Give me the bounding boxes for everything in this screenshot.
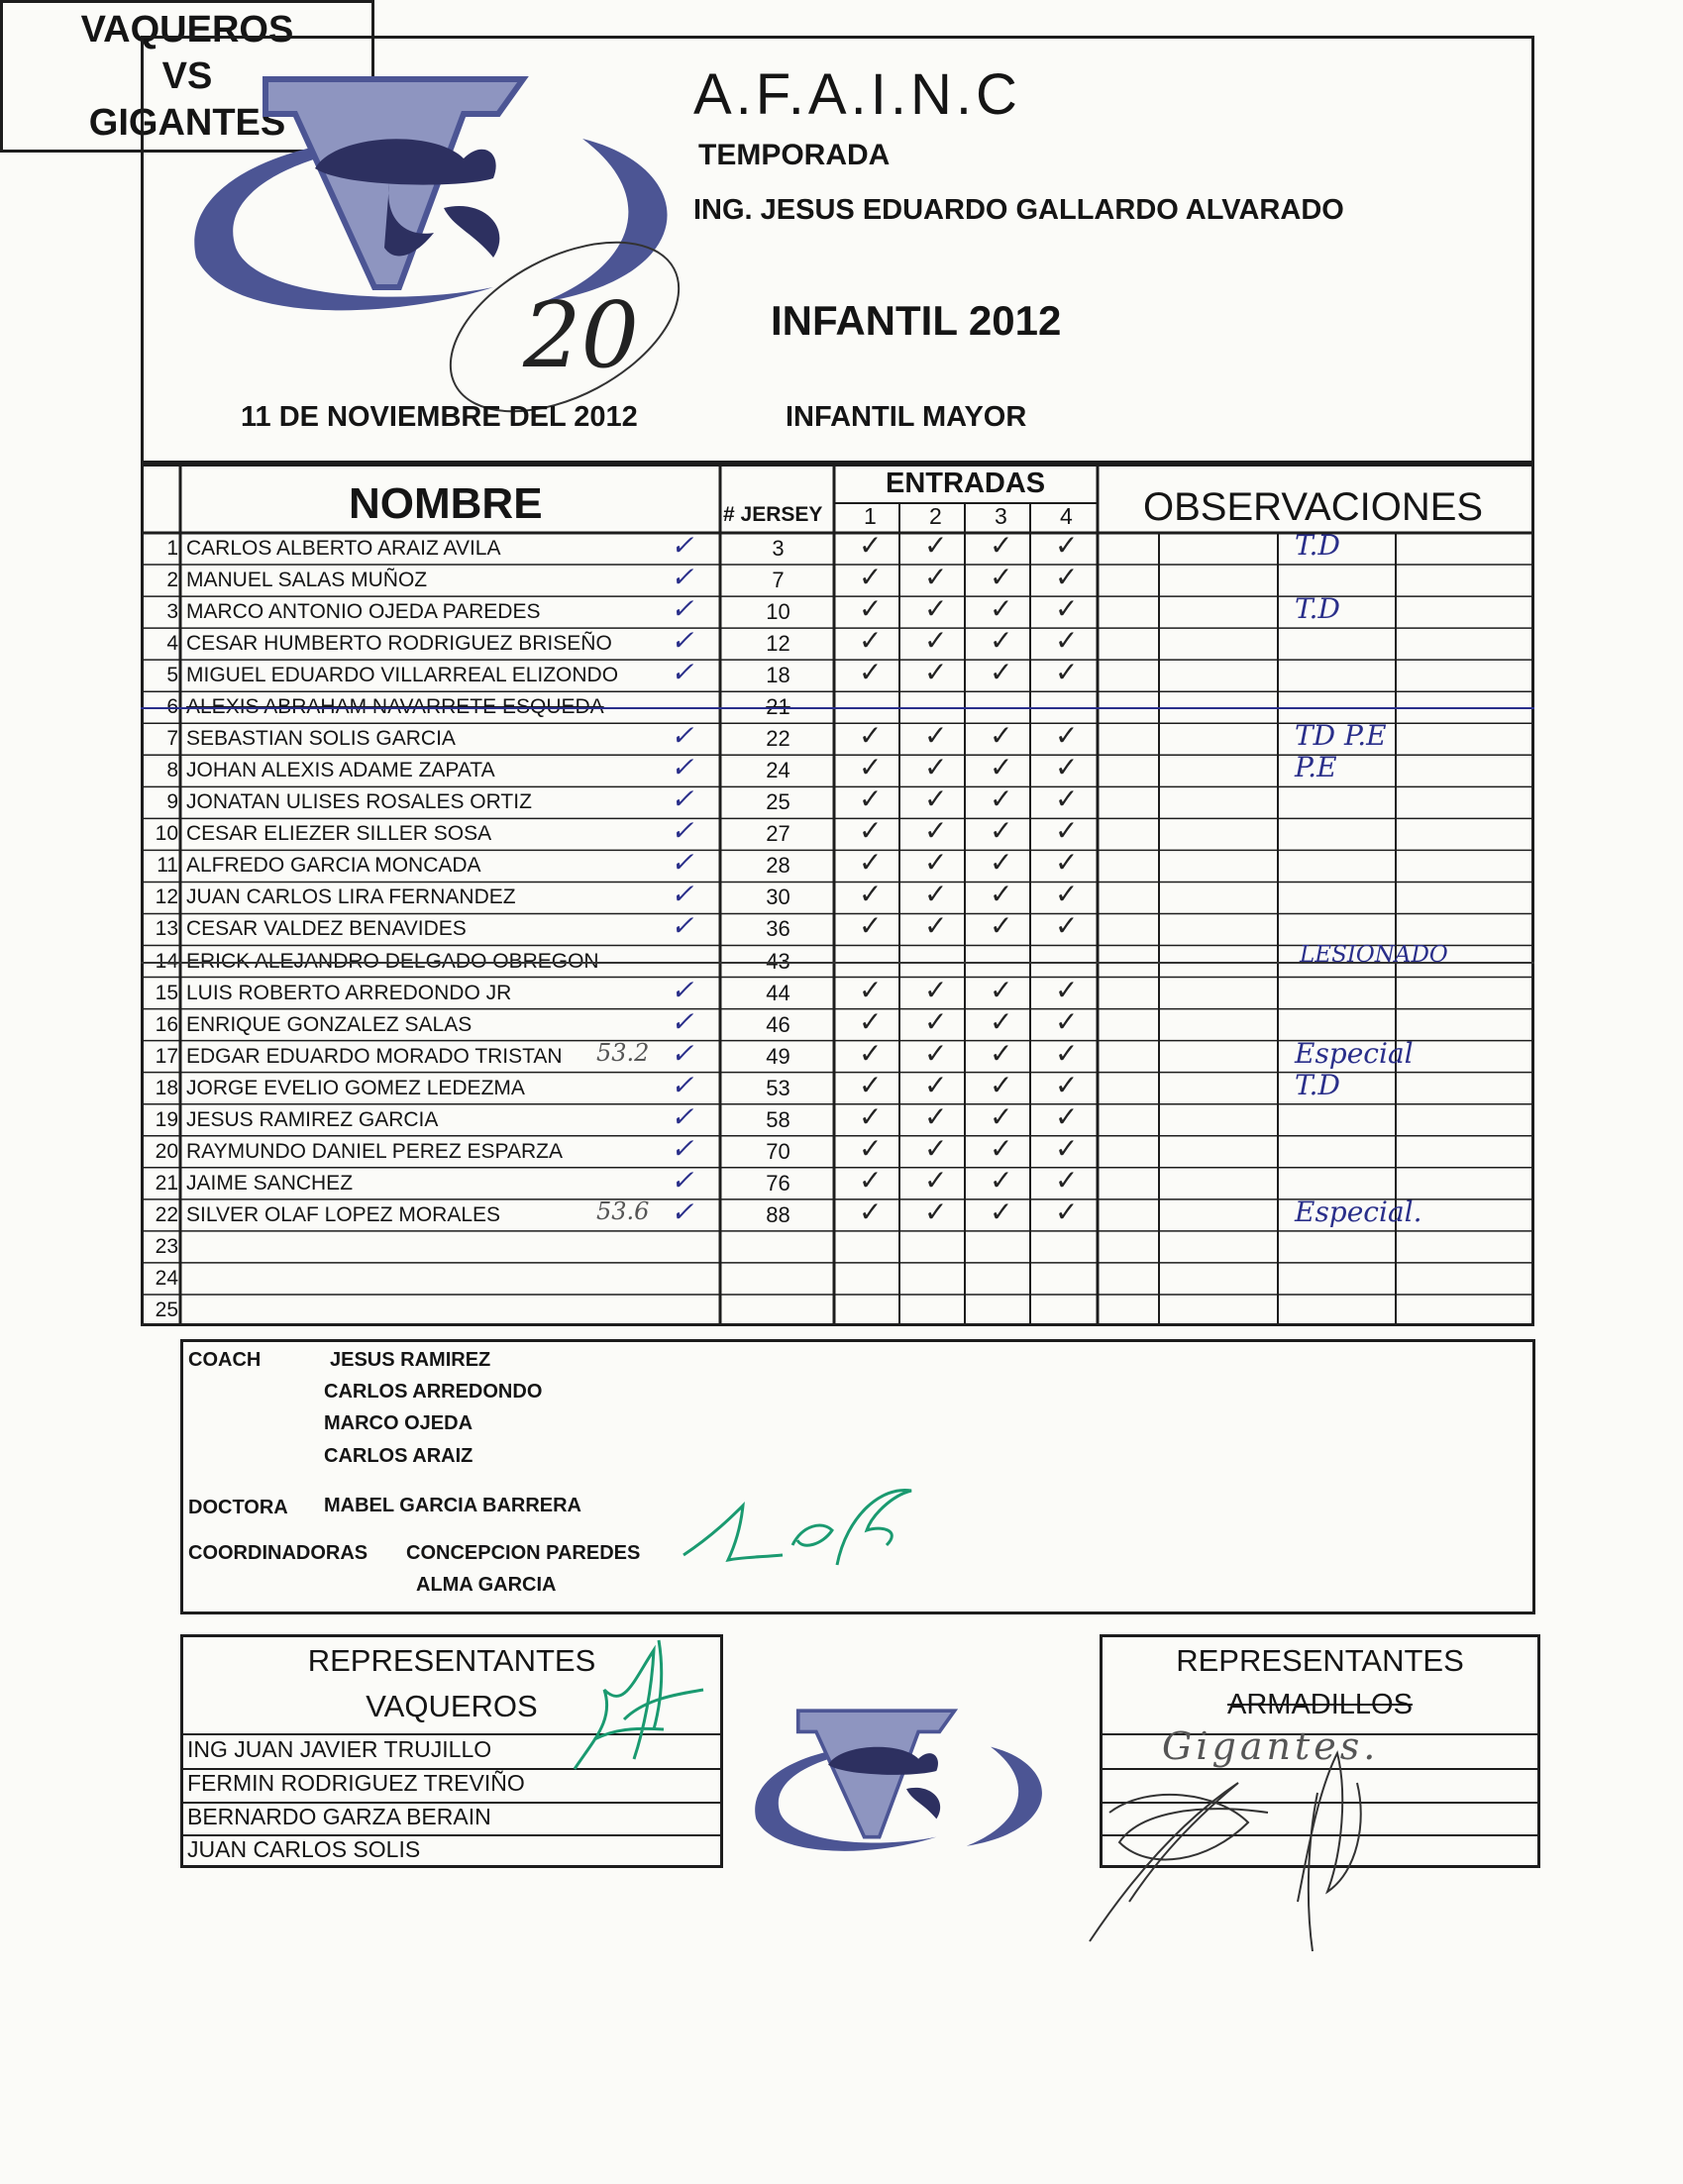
row-number: 18 (155, 1076, 178, 1099)
player-name: JORGE EVELIO GOMEZ LEDEZMA (186, 1076, 525, 1099)
observation-note: LESIONADO (1300, 941, 1448, 968)
row-number: 6 (166, 695, 178, 719)
row-number: 15 (155, 981, 178, 1004)
observation-note: T.D (1295, 529, 1340, 562)
vaqueros-rep-signature (535, 1620, 713, 1799)
attendance-check-icon: ✓ (671, 656, 694, 689)
inning-1-header: 1 (864, 503, 877, 529)
rep-member: BERNARDO GARZA BERAIN (187, 1804, 491, 1829)
roster-table (141, 464, 1534, 1326)
inning-check-icon: ✓ (859, 878, 883, 911)
inning-4-header: 4 (1060, 503, 1073, 529)
inning-check-icon: ✓ (1055, 1195, 1079, 1228)
row-number: 19 (155, 1107, 178, 1131)
inning-check-icon: ✓ (859, 814, 883, 848)
game-date: 11 DE NOVIEMBRE DEL 2012 (241, 401, 638, 433)
jersey-number: 49 (766, 1043, 790, 1069)
inning-check-icon: ✓ (859, 1195, 883, 1228)
jersey-number: 18 (766, 663, 790, 688)
league-logo-small (738, 1694, 1075, 1872)
inning-check-icon: ✓ (859, 1099, 883, 1133)
inning-check-icon: ✓ (990, 846, 1013, 880)
player-name: JUAN CARLOS LIRA FERNANDEZ (186, 885, 516, 909)
rep-member: FERMIN RODRIGUEZ TREVIÑO (187, 1770, 525, 1796)
inning-check-icon: ✓ (990, 624, 1013, 658)
row-number: 23 (155, 1234, 178, 1258)
attendance-check-icon: ✓ (671, 973, 694, 1006)
jersey-number: 70 (766, 1138, 790, 1164)
observation-note: Especial. (1295, 1195, 1422, 1228)
inning-check-icon: ✓ (1055, 846, 1079, 880)
row-number: 14 (155, 949, 178, 973)
inning-check-icon: ✓ (859, 1036, 883, 1070)
jersey-number: 12 (766, 631, 790, 657)
attendance-check-icon: ✓ (671, 1163, 694, 1196)
attendance-check-icon: ✓ (671, 1099, 694, 1133)
attendance-check-icon: ✓ (671, 624, 694, 658)
inning-check-icon: ✓ (990, 592, 1013, 626)
inning-check-icon: ✓ (990, 1099, 1013, 1133)
jersey-number: 27 (766, 821, 790, 847)
inning-3-header: 3 (995, 503, 1007, 529)
inning-check-icon: ✓ (859, 1131, 883, 1165)
row-number: 24 (155, 1266, 178, 1290)
row-number: 3 (166, 600, 178, 624)
observation-note: Especial (1295, 1036, 1414, 1070)
player-name: ERICK ALEJANDRO DELGADO OBREGON (186, 949, 599, 973)
strike-line (141, 707, 1534, 709)
inning-check-icon: ✓ (990, 561, 1013, 594)
jersey-number: 88 (766, 1201, 790, 1227)
jersey-number: 22 (766, 726, 790, 752)
inning-check-icon: ✓ (1055, 1099, 1079, 1133)
inning-check-icon: ✓ (1055, 782, 1079, 816)
jersey-number: 24 (766, 758, 790, 783)
player-name: EDGAR EDUARDO MORADO TRISTAN (186, 1044, 563, 1068)
jersey-number: 28 (766, 853, 790, 879)
player-name: SILVER OLAF LOPEZ MORALES (186, 1202, 501, 1226)
player-name: ALEXIS ABRAHAM NAVARRETE ESQUEDA (186, 695, 604, 719)
inning-check-icon: ✓ (1055, 1131, 1079, 1165)
coordinator-name: ALMA GARCIA (416, 1574, 557, 1596)
inning-check-icon: ✓ (990, 719, 1013, 753)
inning-check-icon: ✓ (924, 782, 948, 816)
jersey-number: 36 (766, 916, 790, 942)
player-name: MARCO ANTONIO OJEDA PAREDES (186, 600, 541, 624)
jersey-number: 44 (766, 980, 790, 1005)
rep-member: ING JUAN JAVIER TRUJILLO (187, 1736, 492, 1762)
doctor-name: MABEL GARCIA BARRERA (324, 1495, 581, 1516)
attendance-check-icon: ✓ (671, 751, 694, 784)
inning-check-icon: ✓ (990, 529, 1013, 562)
inning-check-icon: ✓ (859, 656, 883, 689)
player-name: CARLOS ALBERTO ARAIZ AVILA (186, 537, 501, 560)
inning-check-icon: ✓ (924, 719, 948, 753)
observation-note: TD P.E (1295, 719, 1387, 753)
inning-check-icon: ✓ (990, 1036, 1013, 1070)
pencil-note: 53.2 (596, 1038, 650, 1067)
pencil-note: 53.6 (596, 1196, 650, 1225)
team-away: GIGANTES (88, 102, 286, 144)
inning-check-icon: ✓ (859, 1004, 883, 1038)
doctor-signature (674, 1446, 931, 1595)
inning-check-icon: ✓ (859, 782, 883, 816)
inning-check-icon: ✓ (1055, 1163, 1079, 1196)
attendance-check-icon: ✓ (671, 719, 694, 753)
attendance-check-icon: ✓ (671, 846, 694, 880)
jersey-number: 30 (766, 884, 790, 910)
inning-check-icon: ✓ (859, 846, 883, 880)
attendance-check-icon: ✓ (671, 782, 694, 816)
inning-check-icon: ✓ (924, 909, 948, 943)
row-number: 11 (157, 854, 178, 878)
jersey-number: 21 (766, 694, 790, 720)
attendance-check-icon: ✓ (671, 1004, 694, 1038)
inning-check-icon: ✓ (1055, 719, 1079, 753)
player-name: JONATAN ULISES ROSALES ORTIZ (186, 790, 532, 814)
team-home: VAQUEROS (80, 9, 294, 51)
inning-check-icon: ✓ (924, 1004, 948, 1038)
row-number: 4 (166, 632, 178, 656)
inning-check-icon: ✓ (924, 1099, 948, 1133)
row-number: 25 (155, 1298, 178, 1321)
row-number: 20 (155, 1139, 178, 1163)
inning-check-icon: ✓ (990, 1068, 1013, 1101)
jersey-number: 7 (772, 568, 785, 593)
attendance-check-icon: ✓ (671, 529, 694, 562)
reps-left-title: REPRESENTANTES (307, 1643, 596, 1678)
inning-check-icon: ✓ (1055, 814, 1079, 848)
coach-name: CARLOS ARAIZ (324, 1445, 473, 1467)
row-number: 1 (166, 537, 178, 560)
inning-check-icon: ✓ (924, 529, 948, 562)
inning-check-icon: ✓ (990, 1131, 1013, 1165)
inning-2-header: 2 (929, 503, 942, 529)
attendance-check-icon: ✓ (671, 909, 694, 943)
attendance-check-icon: ✓ (671, 878, 694, 911)
inning-check-icon: ✓ (924, 561, 948, 594)
jersey-number: 53 (766, 1075, 790, 1100)
inning-check-icon: ✓ (859, 1163, 883, 1196)
nombre-header: NOMBRE (349, 479, 543, 528)
inning-check-icon: ✓ (990, 973, 1013, 1006)
inning-check-icon: ✓ (990, 814, 1013, 848)
inning-check-icon: ✓ (924, 1036, 948, 1070)
inning-check-icon: ✓ (1055, 561, 1079, 594)
inning-check-icon: ✓ (859, 719, 883, 753)
row-number: 16 (155, 1012, 178, 1036)
inning-check-icon: ✓ (990, 1163, 1013, 1196)
inning-check-icon: ✓ (924, 1131, 948, 1165)
inning-check-icon: ✓ (1055, 1004, 1079, 1038)
armadillos-rep-signature (1070, 1704, 1426, 1961)
reps-right-team-struck: ARMADILLOS (1227, 1689, 1413, 1720)
league-title: A.F.A.I.N.C (693, 62, 1021, 127)
row-number: 2 (166, 569, 178, 592)
inning-check-icon: ✓ (1055, 751, 1079, 784)
inning-check-icon: ✓ (924, 624, 948, 658)
jersey-number: 43 (766, 948, 790, 974)
inning-check-icon: ✓ (924, 814, 948, 848)
attendance-check-icon: ✓ (671, 592, 694, 626)
row-number: 13 (155, 917, 178, 941)
attendance-check-icon: ✓ (671, 561, 694, 594)
inning-check-icon: ✓ (990, 909, 1013, 943)
row-number: 17 (155, 1044, 178, 1068)
inning-check-icon: ✓ (1055, 592, 1079, 626)
player-name: CESAR VALDEZ BENAVIDES (186, 917, 467, 941)
jersey-number: 58 (766, 1106, 790, 1132)
reps-right-title: REPRESENTANTES (1176, 1643, 1464, 1678)
inning-check-icon: ✓ (990, 656, 1013, 689)
inning-check-icon: ✓ (1055, 878, 1079, 911)
attendance-check-icon: ✓ (671, 1131, 694, 1165)
season-label: TEMPORADA (698, 139, 891, 171)
observation-note: T.D (1295, 1068, 1340, 1101)
coach-name: MARCO OJEDA (324, 1412, 473, 1434)
observation-note: T.D (1295, 592, 1340, 626)
coordinator-name: CONCEPCION PAREDES (406, 1542, 641, 1564)
doctor-label: DOCTORA (188, 1497, 288, 1518)
season-dedication: ING. JESUS EDUARDO GALLARDO ALVARADO (693, 194, 1344, 226)
inning-check-icon: ✓ (924, 656, 948, 689)
reps-left-team: VAQUEROS (366, 1689, 538, 1723)
inning-check-icon: ✓ (990, 1004, 1013, 1038)
row-number: 22 (155, 1202, 178, 1226)
row-number: 5 (166, 664, 178, 687)
inning-check-icon: ✓ (1055, 973, 1079, 1006)
jersey-number: 3 (772, 536, 785, 561)
player-name: ALFREDO GARCIA MONCADA (186, 854, 481, 878)
player-name: MIGUEL EDUARDO VILLARREAL ELIZONDO (186, 664, 619, 687)
inning-check-icon: ✓ (1055, 909, 1079, 943)
inning-check-icon: ✓ (990, 782, 1013, 816)
observaciones-header: OBSERVACIONES (1143, 485, 1484, 529)
row-number: 10 (155, 822, 178, 846)
inning-check-icon: ✓ (990, 751, 1013, 784)
attendance-check-icon: ✓ (671, 814, 694, 848)
player-name: CESAR ELIEZER SILLER SOSA (186, 822, 492, 846)
inning-check-icon: ✓ (859, 592, 883, 626)
subdivision-title: INFANTIL MAYOR (786, 401, 1027, 433)
inning-check-icon: ✓ (859, 529, 883, 562)
inning-check-icon: ✓ (924, 846, 948, 880)
inning-check-icon: ✓ (924, 592, 948, 626)
inning-check-icon: ✓ (859, 751, 883, 784)
inning-check-icon: ✓ (990, 1195, 1013, 1228)
coach-name: JESUS RAMIREZ (330, 1349, 491, 1371)
jersey-header: # JERSEY (723, 503, 823, 526)
player-name: LUIS ROBERTO ARREDONDO JR (186, 981, 512, 1004)
inning-check-icon: ✓ (859, 973, 883, 1006)
player-name: JAIME SANCHEZ (186, 1171, 354, 1195)
inning-check-icon: ✓ (1055, 529, 1079, 562)
inning-check-icon: ✓ (859, 909, 883, 943)
rep-member: JUAN CARLOS SOLIS (187, 1836, 421, 1862)
coach-label: COACH (188, 1349, 262, 1371)
jersey-number: 10 (766, 599, 790, 625)
inning-check-icon: ✓ (859, 1068, 883, 1101)
player-name: JOHAN ALEXIS ADAME ZAPATA (186, 759, 495, 782)
inning-check-icon: ✓ (924, 1195, 948, 1228)
player-name: CESAR HUMBERTO RODRIGUEZ BRISEÑO (186, 632, 612, 656)
observation-note: P.E (1295, 751, 1337, 784)
division-title: INFANTIL 2012 (771, 297, 1062, 344)
jersey-number: 25 (766, 789, 790, 815)
inning-check-icon: ✓ (924, 751, 948, 784)
row-number: 9 (166, 790, 178, 814)
inning-check-icon: ✓ (990, 878, 1013, 911)
inning-check-icon: ✓ (924, 973, 948, 1006)
attendance-check-icon: ✓ (671, 1068, 694, 1101)
row-number: 7 (166, 727, 178, 751)
handwritten-number: 20 (523, 282, 640, 388)
inning-check-icon: ✓ (1055, 624, 1079, 658)
player-name: SEBASTIAN SOLIS GARCIA (186, 727, 456, 751)
attendance-check-icon: ✓ (671, 1195, 694, 1228)
row-number: 12 (155, 885, 178, 909)
inning-check-icon: ✓ (924, 1068, 948, 1101)
attendance-check-icon: ✓ (671, 1036, 694, 1070)
inning-check-icon: ✓ (859, 561, 883, 594)
jersey-number: 46 (766, 1011, 790, 1037)
inning-check-icon: ✓ (1055, 1036, 1079, 1070)
inning-check-icon: ✓ (924, 878, 948, 911)
player-name: JESUS RAMIREZ GARCIA (186, 1107, 439, 1131)
handwritten-team-name: Gigantes. (1162, 1724, 1380, 1768)
coach-name: CARLOS ARREDONDO (324, 1381, 543, 1403)
player-name: ENRIQUE GONZALEZ SALAS (186, 1012, 473, 1036)
row-number: 8 (166, 759, 178, 782)
row-number: 21 (155, 1171, 178, 1195)
entradas-header: ENTRADAS (886, 468, 1046, 499)
inning-check-icon: ✓ (1055, 656, 1079, 689)
inning-check-icon: ✓ (1055, 1068, 1079, 1101)
handwritten-circle-number (426, 228, 703, 426)
player-name: MANUEL SALAS MUÑOZ (186, 569, 428, 592)
player-name: RAYMUNDO DANIEL PEREZ ESPARZA (186, 1139, 564, 1163)
inning-check-icon: ✓ (924, 1163, 948, 1196)
coordinators-label: COORDINADORAS (188, 1542, 368, 1564)
versus-label: VS (161, 55, 213, 97)
inning-check-icon: ✓ (859, 624, 883, 658)
jersey-number: 76 (766, 1170, 790, 1196)
